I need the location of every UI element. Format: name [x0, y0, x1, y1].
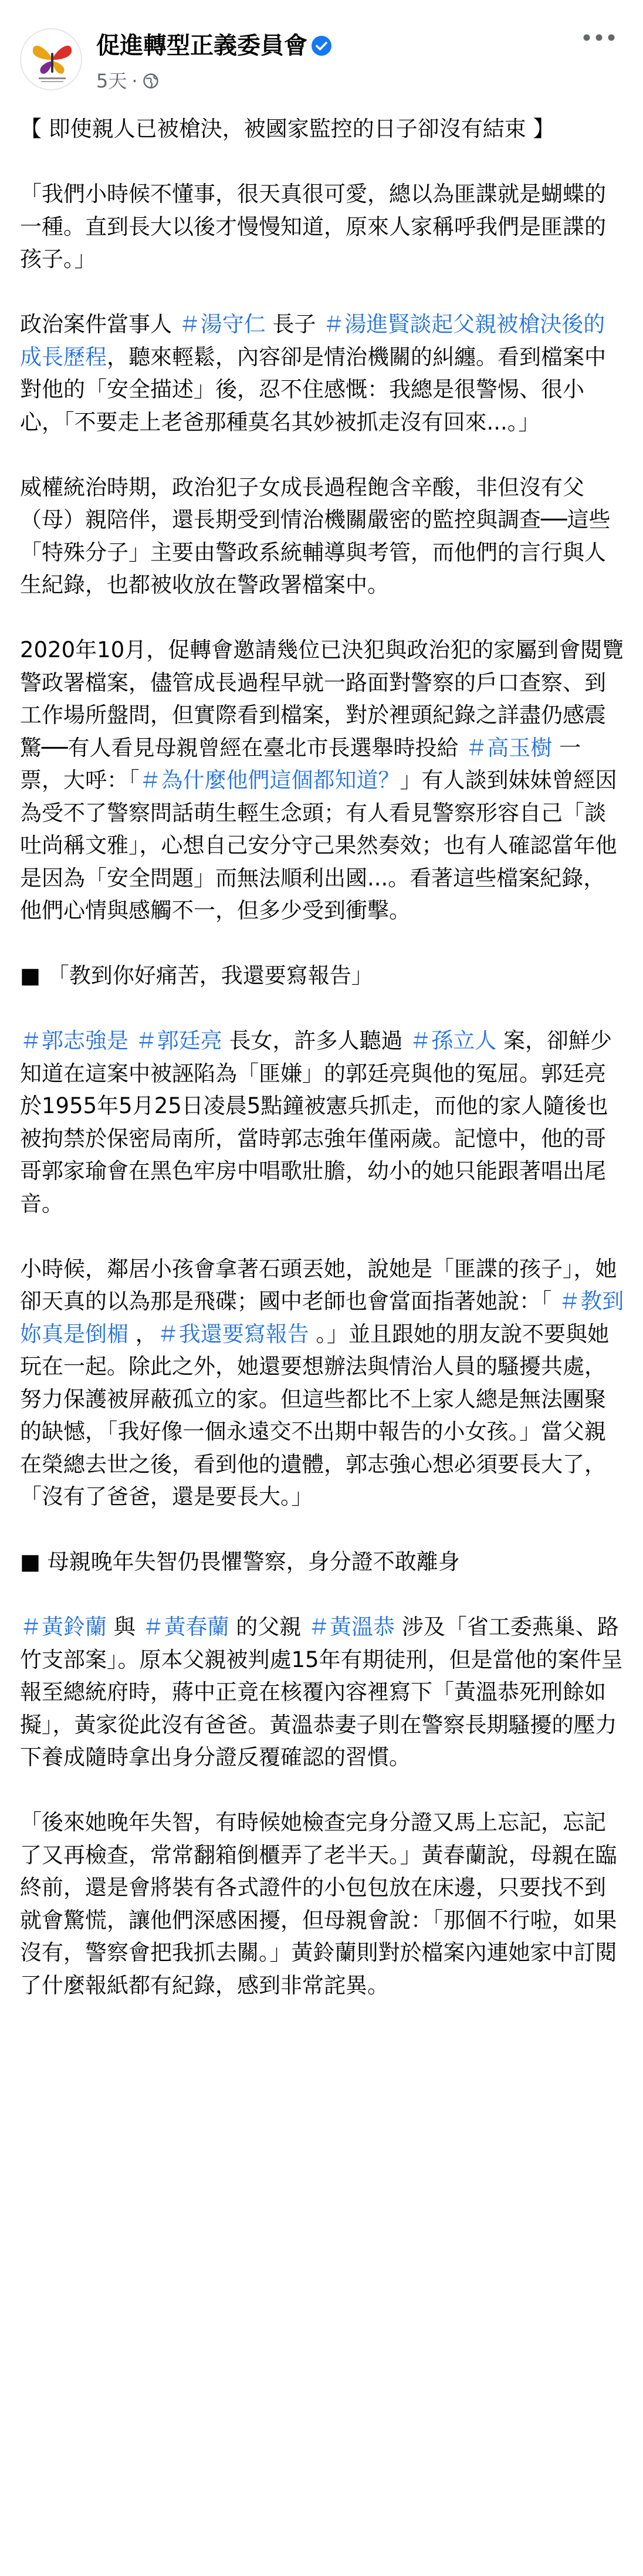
hashtag-link[interactable]: ＃我還要寫報告 [157, 1321, 309, 1347]
more-options-button[interactable] [578, 26, 620, 49]
hashtag-link[interactable]: ＃郭志強是 [20, 1028, 128, 1053]
post-timestamp[interactable]: 5天 [96, 70, 127, 92]
post-paragraph-7 [20, 1611, 624, 1774]
text-run: 2020年10月，促轉會邀請幾位已決犯與政治犯的家屬到會閱覽警政署檔案，儘管成長過程早就一路面對警察的戶口查察、到工作場所盤問，但實際看到檔案，對於裡頭紀錄之詳盡仍感震驚──有人看見母親曾經在臺北市長選舉時投給 [20, 637, 624, 760]
hashtag-link[interactable]: ＃湯進賢談起父親被槍決後的成長歷程 [20, 312, 605, 370]
text-run: 小時候，鄰居小孩會拿著石頭丟她，說她是「匪諜的孩子」，她卻天真的以為那是飛碟；國中老師也會當面指著她說：「 [20, 1256, 617, 1314]
post-meta [96, 69, 159, 93]
section-heading-1: ■ 「教到你好痛苦，我還要寫報告」 [20, 963, 373, 988]
post-paragraph-5 [20, 1025, 624, 1220]
text-run: 政治案件當事人 [20, 312, 179, 337]
post-title: 【 即使親人已被槍決，被國家監控的日子卻沒有結束 】 [20, 116, 555, 141]
post-paragraph-8: 「後來她晚年失智，有時候她檢查完身分證又馬上忘記，忘記了又再檢查，常常翻箱倒櫃弄了老半天。」黃春蘭說，母親在臨終前，還是會將裝有各式證件的小包包放在床邊，只要找不到就會驚慌，讓他們深感困擾，但母親會說：「那個不行啦，如果沒有，警察會把我抓去關。」黃鈴蘭則對於檔案內連她家中訂閱了什麼報紙都有紀錄，感到非常詫異。 [20, 1810, 617, 1998]
text-run: 長子 [265, 312, 323, 337]
hashtag-link[interactable]: ＃黃鈴蘭 [20, 1614, 107, 1639]
text-run: 長女，許多人聽過 [222, 1028, 410, 1053]
text-run: 。」並且跟她的朋友說不要與她玩在一起。除此之外，她還要想辦法與情治人員的騷擾共處，努力保護被屏蔽孤立的家。但這些都比不上家人總是無法團聚的缺憾，「我好像一個永遠交不出期中報告的小女孩。」當父親在榮總去世之後，看到他的遺體，郭志強心想必須要長大了，「沒有了爸爸，還是要長大。」 [20, 1321, 610, 1509]
hashtag-link[interactable]: ＃孫立人 [410, 1028, 497, 1053]
text-run: ， [128, 1321, 157, 1347]
text-run: 涉及「省工委燕巢、路竹支部案」。原本父親被判處15年有期徒刑，但是當他的案件呈報至總統府時，蔣中正竟在核覆內容裡寫下「黃溫恭死刑餘如擬」，黃家從此沒有爸爸。黃溫恭妻子則在警察長期騷擾的壓力下養成隨時拿出身分證反覆確認的習慣。 [20, 1614, 623, 1770]
post-paragraph-2 [20, 308, 624, 438]
text-run: 一票，大呼：「 [20, 735, 581, 793]
post-paragraph-4 [20, 634, 624, 927]
hashtag-link[interactable]: ＃為什麼他們這個都知道？ [139, 768, 400, 793]
section-heading-2: ■ 母親晚年失智仍畏懼警察，身分證不敢離身 [20, 1549, 460, 1574]
verified-badge-icon [311, 35, 332, 56]
more-dots-icon [581, 33, 617, 42]
hashtag-link[interactable]: ＃教到妳真是倒楣 [20, 1289, 624, 1347]
post-paragraph-1: 「我們小時候不懂事，很天真很可愛，總以為匪諜就是蝴蝶的一種。直到長大以後才慢慢知道，原來人家稱呼我們是匪諜的孩子。」 [20, 181, 606, 272]
text-run: 與 [107, 1614, 143, 1639]
post-paragraph-6 [20, 1253, 624, 1513]
meta-separator: · [131, 70, 138, 92]
text-run: 案，卻鮮少知道在這案中被誣陷為「匪嫌」的郭廷亮與他的冤屈。郭廷亮於1955年5月25日凌晨5點鐘被憲兵抓走，而他的家人隨後也被拘禁於保密局南所，當時郭志強年僅兩歲。記憶中，他的哥哥郭家瑜會在黑色牢房中唱歌壯膽，幼小的她只能跟著唱出尾音。 [20, 1028, 612, 1216]
butterfly-logo-icon [21, 29, 82, 90]
text-run: ，聽來輕鬆，內容卻是情治機關的糾纏。看到檔案中對他的「安全描述」後，忍不住感慨：我總是很警惕、很小心，「不要走上老爸那種莫名其妙被抓走沒有回來...。」 [20, 344, 606, 435]
hashtag-link[interactable]: ＃高玉樹 [465, 735, 553, 760]
text-run: 」有人談到妹妹曾經因為受不了警察問話萌生輕生念頭；有人看見警察形容自己「談吐尚稱文雅」，心想自己安分守己果然奏效；也有人確認當年他是因為「安全問題」而無法順利出國...。看著這些檔案紀錄，他們心情與感觸不一，但多少受到衝擊。 [20, 768, 617, 923]
post-body [20, 113, 624, 2002]
hashtag-link[interactable]: ＃湯守仁 [178, 312, 266, 337]
page-avatar[interactable] [20, 28, 82, 90]
post-header [0, 0, 643, 111]
page-name[interactable]: 促進轉型正義委員會 [96, 32, 307, 59]
hashtag-link[interactable]: ＃黃溫恭 [308, 1614, 395, 1639]
text-run: 的父親 [229, 1614, 309, 1639]
hashtag-link[interactable]: ＃郭廷亮 [135, 1028, 222, 1053]
text-run [128, 1028, 136, 1053]
hashtag-link[interactable]: ＃黃春蘭 [142, 1614, 229, 1639]
globe-icon[interactable] [143, 73, 159, 89]
post-paragraph-3: 威權統治時期，政治犯子女成長過程飽含辛酸，非但沒有父（母）親陪伴，還長期受到情治機關嚴密的監控與調查──這些「特殊分子」主要由警政系統輔導與考管，而他們的言行與人生紀錄，也都被收放在警政署檔案中。 [20, 474, 611, 597]
